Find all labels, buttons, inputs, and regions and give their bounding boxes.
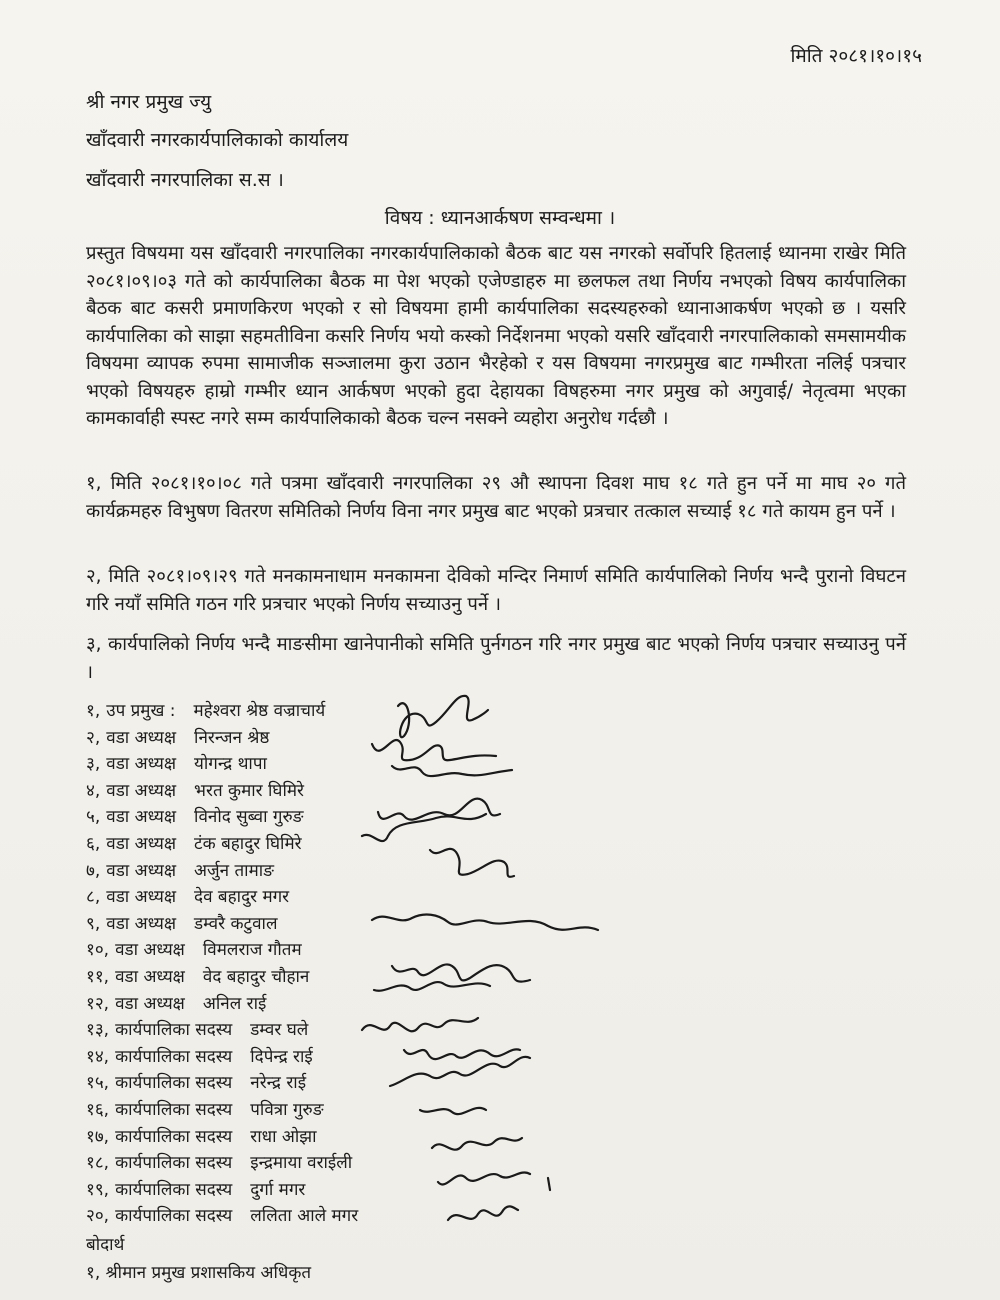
member-row	[86, 751, 416, 778]
member-row	[86, 1150, 416, 1177]
cc-label: बोदार्थ	[86, 1235, 125, 1255]
member-number: १८,	[86, 1153, 110, 1174]
member-role: कार्यपालिका सदस्य	[115, 1046, 233, 1067]
member-name: देव बहादुर मगर	[194, 887, 290, 908]
demand-point: ३, कार्यपालिको निर्णय भन्दै माङसीमा खानेपानीको समिति पुर्नगठन गरि नगर प्रमुख बाट भएको निर्णय पत्रचार सच्याउनु पर्ने ।	[86, 634, 906, 683]
member-row	[86, 991, 416, 1018]
letter-date: मिति २०८१।१०।१५	[790, 45, 922, 67]
member-number: ६,	[86, 833, 101, 854]
member-role: कार्यपालिका सदस्य	[115, 1179, 233, 1200]
member-row	[86, 884, 416, 911]
member-name: दुर्गा मगर	[250, 1179, 306, 1200]
demand-point: १, मिति २०८१।१०।०८ गते पत्रमा खाँदवारी नगरपालिका २९ औ स्थापना दिवश माघ १८ गते हुन पर्ने मा माघ २० गते कार्यक्रमहरु विभुषण वितरण समितिको निर्णय विना नगर प्रमुख बाट भएको प्रत्रचार तत्काल सच्याई १८ गते कायम हुन पर्ने ।	[86, 473, 906, 522]
member-name: भरत कुमार घिमिरे	[194, 780, 304, 801]
recipient-line: श्री नगर प्रमुख ज्यु	[86, 91, 212, 113]
member-name: योगन्द्र थापा	[194, 754, 267, 775]
member-list	[86, 698, 416, 1230]
member-name: दिपेन्द्र राई	[250, 1046, 313, 1067]
signature-mark	[430, 849, 514, 877]
member-number: ५,	[86, 807, 101, 828]
member-role: वडा अध्यक्ष	[106, 780, 177, 801]
member-row	[86, 911, 416, 938]
member-number: १९,	[86, 1179, 110, 1200]
member-name: विमलराज गौतम	[202, 940, 302, 961]
member-role: वडा अध्यक्ष	[115, 993, 185, 1014]
recipient-line: खाँदवारी नगरकार्यपालिकाको कार्यालय	[86, 129, 349, 151]
member-role: कार्यपालिका सदस्य	[115, 1073, 233, 1094]
member-row	[86, 1097, 416, 1124]
member-number: १५,	[86, 1073, 110, 1094]
member-role: कार्यपालिका सदस्य	[115, 1206, 233, 1227]
member-name: अर्जुन तामाङ	[194, 860, 274, 881]
member-role: वडा अध्यक्ष	[106, 807, 177, 828]
member-number: ७,	[86, 860, 101, 881]
member-row	[86, 804, 416, 831]
member-role: उप प्रमुख :	[106, 701, 176, 721]
member-row	[86, 1203, 416, 1230]
member-row	[86, 778, 416, 805]
member-name: विनोद सुब्वा गुरुङ	[194, 807, 304, 828]
letter-body: प्रस्तुत विषयमा यस खाँदवारी नगरपालिका नगरकार्यपालिकाको बैठक बाट यस नगरको सर्वोपरि हितलाई ध्यानमा राखेर मिति २०८१।०९।०३ गते को कार्यपालिका बैठक मा पेश भएको एजेण्डाहरु मा छलफल तथा निर्णय नभएको विषय कार्यपालिका बैठक बाट कसरी प्रमाणकिरण भएको र सो विषयमा हामी कार्यपालिका सदस्यहरुको ध्यानाआकर्षण भएको छ । यसरि कार्यपालिका को साझा सहमतीविना कसरि निर्णय भयो कस्को निर्देशनमा भएको यसरि खाँदवारी नगरपालिकाको समसामयीक विषयमा व्यापक रुपमा सामाजीक सञ्जालमा कुरा उठान भैरहेको र यस विषयमा नगरप्रमुख बाट गम्भीरता नलिई पत्रचार भएको विषयहरु हाम्रो गम्भीर ध्यान आर्कषण भएको हुदा देहायका विषहरुमा नगर प्रमुख को अगुवाई/ नेतृत्वमा भएका कामकार्वाही स्पस्ट नगरे सम्म कार्यपालिकाको बैठक चल्न नसक्ने व्यहोरा अनुरोध गर्दछौ ।	[86, 243, 906, 429]
member-row	[86, 1124, 416, 1151]
member-number: ११,	[86, 966, 110, 987]
member-row	[86, 698, 416, 725]
member-row	[86, 1070, 416, 1097]
member-row	[86, 1177, 416, 1204]
member-number: १,	[86, 701, 101, 721]
member-number: १३,	[86, 1020, 110, 1041]
member-role: वडा अध्यक्ष	[106, 913, 177, 934]
member-role: वडा अध्यक्ष	[106, 754, 177, 775]
member-row	[86, 858, 416, 885]
member-name: इन्द्रमाया वराईली	[250, 1153, 353, 1174]
member-name: डम्वरै कटुवाल	[194, 913, 278, 934]
member-number: ८,	[86, 887, 101, 908]
member-row	[86, 1017, 416, 1044]
member-number: २,	[86, 727, 101, 748]
member-role: वडा अध्यक्ष	[106, 860, 177, 881]
member-name: वेद बहादुर चौहान	[202, 966, 310, 987]
recipient-line: खाँदवारी नगरपालिका स.स ।	[86, 169, 284, 191]
member-role: वडा अध्यक्ष	[106, 887, 177, 908]
cc-item: १, श्रीमान प्रमुख प्रशासकिय अधिकृत	[86, 1263, 312, 1283]
member-number: २०,	[86, 1206, 110, 1227]
member-role: वडा अध्यक्ष	[106, 727, 177, 748]
member-role: कार्यपालिका सदस्य	[115, 1099, 233, 1120]
member-role: कार्यपालिका सदस्य	[115, 1153, 233, 1174]
member-name: पवित्रा गुरुङ	[250, 1099, 324, 1120]
member-row	[86, 725, 416, 752]
signature-mark	[438, 1172, 550, 1190]
member-name: डम्वर घले	[250, 1020, 309, 1041]
member-name: अनिल राई	[202, 993, 267, 1014]
member-role: वडा अध्यक्ष	[115, 940, 185, 961]
member-number: १०,	[86, 940, 110, 961]
demand-point: २, मिति २०८१।०९।२९ गते मनकामनाधाम मनकामना देविको मन्दिर निमार्ण समिति कार्यपालिको निर्णय भन्दै पुरानो विघटन गरि नयाँ समिति गठन गरि प्रत्रचार भएको निर्णय सच्याउनु पर्ने ।	[86, 566, 906, 615]
member-row	[86, 937, 416, 964]
member-row	[86, 1044, 416, 1071]
member-name: ललिता आले मगर	[250, 1206, 359, 1227]
member-role: वडा अध्यक्ष	[115, 966, 185, 987]
member-name: नरेन्द्र राई	[250, 1073, 307, 1094]
member-name: टंक बहादुर घिमिरे	[194, 833, 302, 854]
member-name: राधा ओझा	[250, 1126, 317, 1147]
member-name: निरन्जन श्रेष्ठ	[194, 727, 270, 748]
signature-mark	[432, 1138, 522, 1150]
member-number: ४,	[86, 780, 101, 801]
member-number: ३,	[86, 754, 101, 775]
member-number: १७,	[86, 1126, 110, 1147]
signature-mark	[404, 1049, 520, 1059]
member-role: वडा अध्यक्ष	[106, 833, 177, 854]
signature-mark	[420, 1108, 486, 1114]
member-number: ९,	[86, 913, 101, 934]
member-number: १२,	[86, 993, 110, 1014]
member-row	[86, 831, 416, 858]
member-number: १६,	[86, 1099, 110, 1120]
signature-mark	[448, 1206, 518, 1220]
member-role: कार्यपालिका सदस्य	[115, 1020, 233, 1041]
member-name: महेश्वरा श्रेष्ठ वज्राचार्य	[193, 701, 326, 721]
letter-subject: विषय : ध्यानआर्कषण सम्वन्धमा ।	[384, 207, 616, 229]
member-row	[86, 964, 416, 991]
member-number: १४,	[86, 1046, 110, 1067]
member-role: कार्यपालिका सदस्य	[115, 1126, 233, 1147]
